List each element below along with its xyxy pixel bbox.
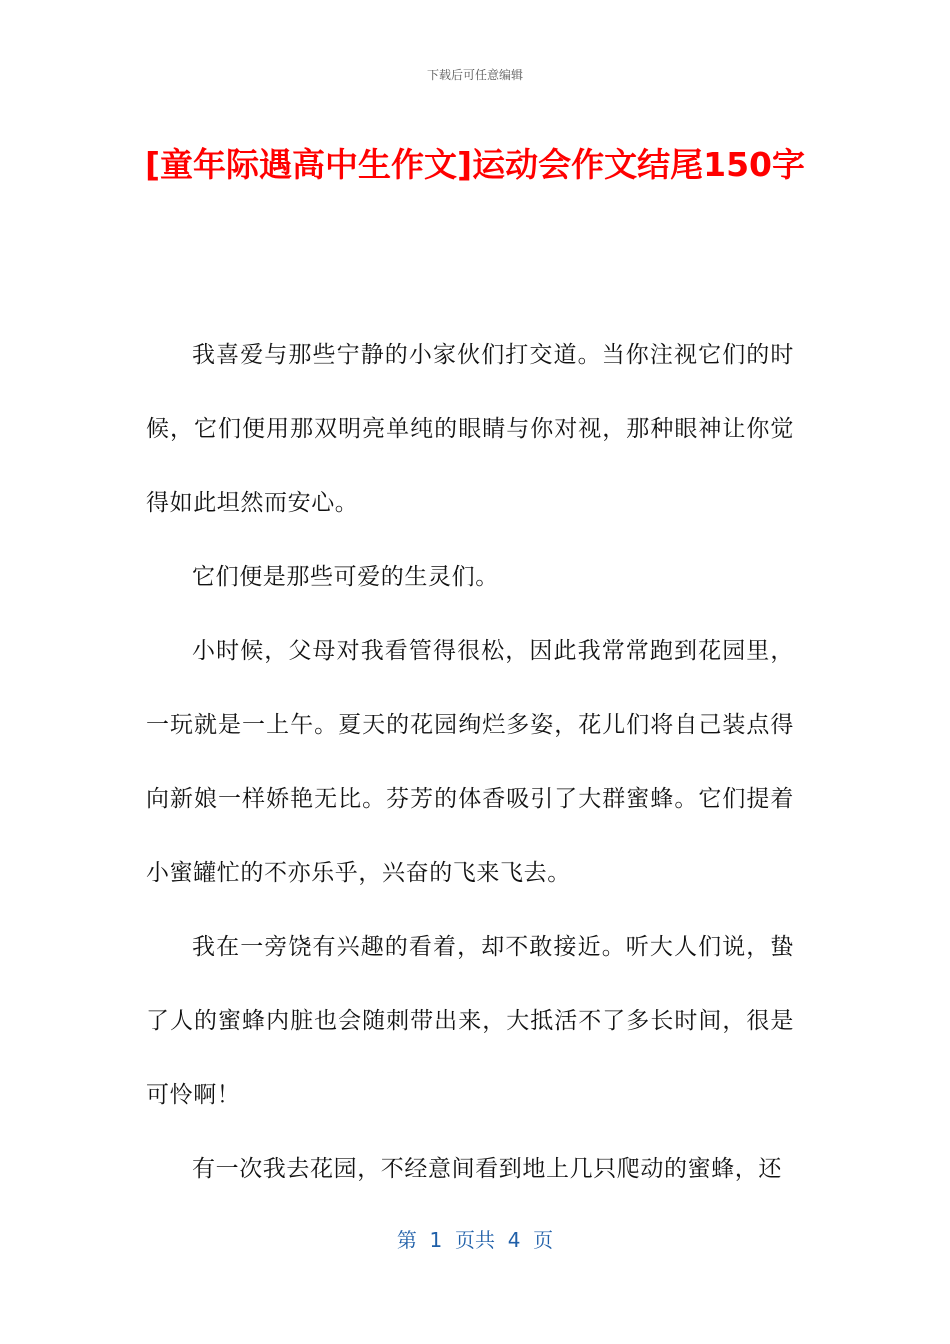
- header-note: 下载后可任意编辑: [426, 68, 523, 82]
- paragraph: 有一次我去花园，不经意间看到地上几只爬动的蜜蜂，还: [192, 1156, 782, 1182]
- paragraph: 它们便是那些可爱的生灵们。: [192, 564, 499, 590]
- paragraph: 我喜爱与那些宁静的小家伙们打交道。当你注视它们的时候，它们便用那双明亮单纯的眼睛与你对视，那种眼神让你觉得如此坦然而安心。: [146, 342, 794, 516]
- document-body: [146, 318, 794, 1206]
- page-number-footer: 第 1 页共 4 页: [396, 1228, 554, 1252]
- paragraph: 小时候，父母对我看管得很松，因此我常常跑到花园里，一玩就是一上午。夏天的花园绚烂多姿，花儿们将自己装点得向新娘一样娇艳无比。芬芳的体香吸引了大群蜜蜂。它们提着小蜜罐忙的不亦乐乎，兴奋的飞来飞去。: [146, 638, 794, 886]
- document-title: [童年际遇高中生作文]运动会作文结尾150字: [144, 145, 806, 184]
- paragraph: 我在一旁饶有兴趣的看着，却不敢接近。听大人们说，蛰了人的蜜蜂内脏也会随刺带出来，大抵活不了多长时间，很是可怜啊！: [146, 934, 794, 1108]
